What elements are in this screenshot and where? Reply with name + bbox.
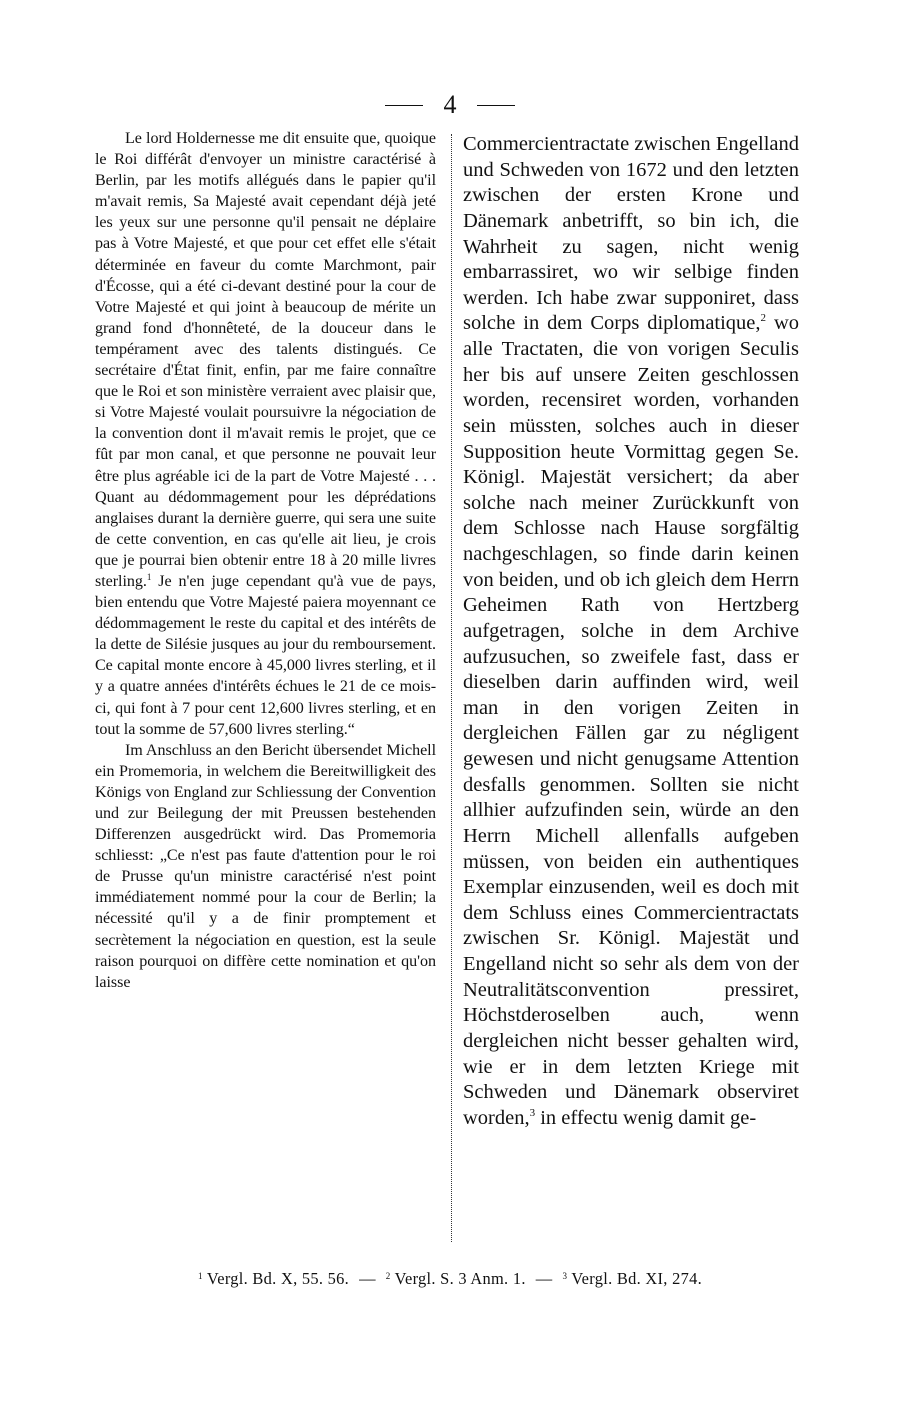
footnote-ref-3: 3: [529, 1106, 536, 1119]
page-number: [0, 88, 900, 120]
left-paragraph-1-text-a: Le lord Holdernesse me dit ensuite que, quoique le Roi différât d'envoyer un ministre caractérisé à Berlin, par les motifs allégués dans le papier qu'il m'avait remis, Sa Majesté avait cependant déjà jeté les yeux sur une personne qu'il pensait ne déplaire pas à Votre Majesté, et que pour cet effet elle s'était déterminée en faveur du comte Marchmont, pair d'Écosse, qui a été ci-devant destiné pour la cour de Votre Majesté et qui joint à beaucoup de mérite un grand fond d'honnêteté, de la douceur dans le tempérament avec des talents distingués. Ce secrétaire d'État finit, enfin, par me faire connaître que le Roi et son ministère verraient avec plaisir que, si Votre Majesté voulait poursuivre la négociation de la convention dont il m'avait remis le projet, que ce fût par mon canal, et que personne ne pouvait leur être plus agréable ici de la part de Votre Majesté . . . Quant au dédommagement pour les déprédations anglaises durant la dernière guerre, qui sera une suite de cette convention, en cas qu'elle ait lieu, je crois que je pourrai bien obtenir entre 18 à 20 mille livres sterling.: [95, 130, 436, 590]
left-paragraph-2-text: Im Anschluss an den Bericht übersendet Michell ein Promemoria, in welchem die Bereitwilligkeit des Königs von England zur Schliessung der Convention und zur Beilegung der mit Preussen bestehenden Differenzen ausgedrückt wird. Das Promemoria schliesst: „Ce n'est pas faute d'attention pour le roi de Prusse qu'un ministre caractérisé n'est point immédiatement nommé pour la cour de Berlin; la nécessité qu'il y a de finir promptement et secrètement la négociation en question, est la seule raison pourquoi on diffère cette nomination et qu'on laisse: [95, 741, 436, 991]
footnote-2: [386, 1269, 526, 1288]
footnote-1-text: Vergl. Bd. X, 55. 56.: [202, 1269, 350, 1288]
left-paragraph-2: [95, 740, 436, 993]
page-number-value: 4: [443, 90, 457, 120]
footnote-ref-1: 1: [146, 571, 152, 582]
right-text-a: Commercientractate zwischen Engelland und Schweden von 1672 und den letzten zwischen der ersten Krone und Dänemark anbetrifft, so bin ich, die Wahrheit zu sagen, nicht wenig embarrassiret, wo wir selbige finden werden. Ich habe zwar supponiret, dass solche in dem Corps diplomatique,: [463, 133, 799, 335]
column-divider: [451, 134, 452, 1242]
left-column-french-text: [95, 128, 436, 993]
left-paragraph-1: [95, 128, 436, 740]
right-text-c: in effectu wenig damit ge-: [535, 1106, 757, 1129]
page-number-dash-left: [385, 105, 423, 106]
page-number-dash-right: [477, 105, 515, 106]
footnote-separator-2: —: [535, 1269, 553, 1288]
footnote-2-marker: 2: [385, 1271, 391, 1281]
right-column-german-text: [463, 132, 799, 1131]
right-text-b: wo alle Tractaten, die von vorigen Seculis her bis auf unsere Zeiten geschlossen worden, recensiret worden, vorhanden sein müssten, solches auch in dieser Supposition heute Vormittag gegen Se. Königl. Majestät versichert; da aber solche nach meiner Zurückkunft von dem Schlosse nach Hause sorgfältig nachgeschlagen, so finde darin keinen von beiden, und ob ich gleich dem Herrn Geheimen Rath von Hertzberg aufgetragen, solche in dem Archive aufzusuchen, so zweifele fast, dass er dieselben darin auffinden wird, weil man in den vorigen Zeiten in dergleichen Fällen gar zu négligent gewesen und nicht genugsame Attention desfalls genommen. Sollten sie nicht allhier aufzufinden sein, würde an den Herrn Michell allenfalls aufgeben müssen, von beiden ein authentiques Exemplar einzusenden, weil es doch mit dem Schluss eines Commercientractats zwischen Sr. Königl. Majestät und Engelland nicht so sehr als dem von der Neutralitätsconvention pressiret, Höchstderoselben auch, wenn dergleichen nicht besser gehalten wird, wie er in dem letzten Kriege mit Schweden und Dänemark observiret worden,: [463, 312, 799, 1129]
footnote-2-text: Vergl. S. 3 Anm. 1.: [390, 1269, 526, 1288]
footnote-separator-1: —: [359, 1269, 376, 1288]
footnote-1-marker: 1: [198, 1271, 203, 1281]
footnote-3-marker: 3: [562, 1271, 568, 1281]
footnotes: [0, 1268, 900, 1290]
footnote-3: [562, 1269, 702, 1288]
footnote-ref-2: 2: [760, 312, 767, 325]
footnote-1: [198, 1269, 349, 1288]
left-paragraph-1-text-b: Je n'en juge cependant qu'à vue de pays, bien entendu que Votre Majesté paiera moyennant ce dédommagement le reste du capital et des intérêts de la dette de Silésie jusques au jour du remboursement. Ce capital monte encore à 45,000 livres sterling, et il y a quatre années d'intérêts échues le 21 de ce mois-ci, qui font à 7 pour cent 12,600 livres sterling, et en tout la somme de 57,600 livres sterling.“: [95, 572, 436, 738]
footnote-3-text: Vergl. Bd. XI, 274.: [567, 1269, 702, 1288]
right-paragraph: [463, 132, 799, 1131]
